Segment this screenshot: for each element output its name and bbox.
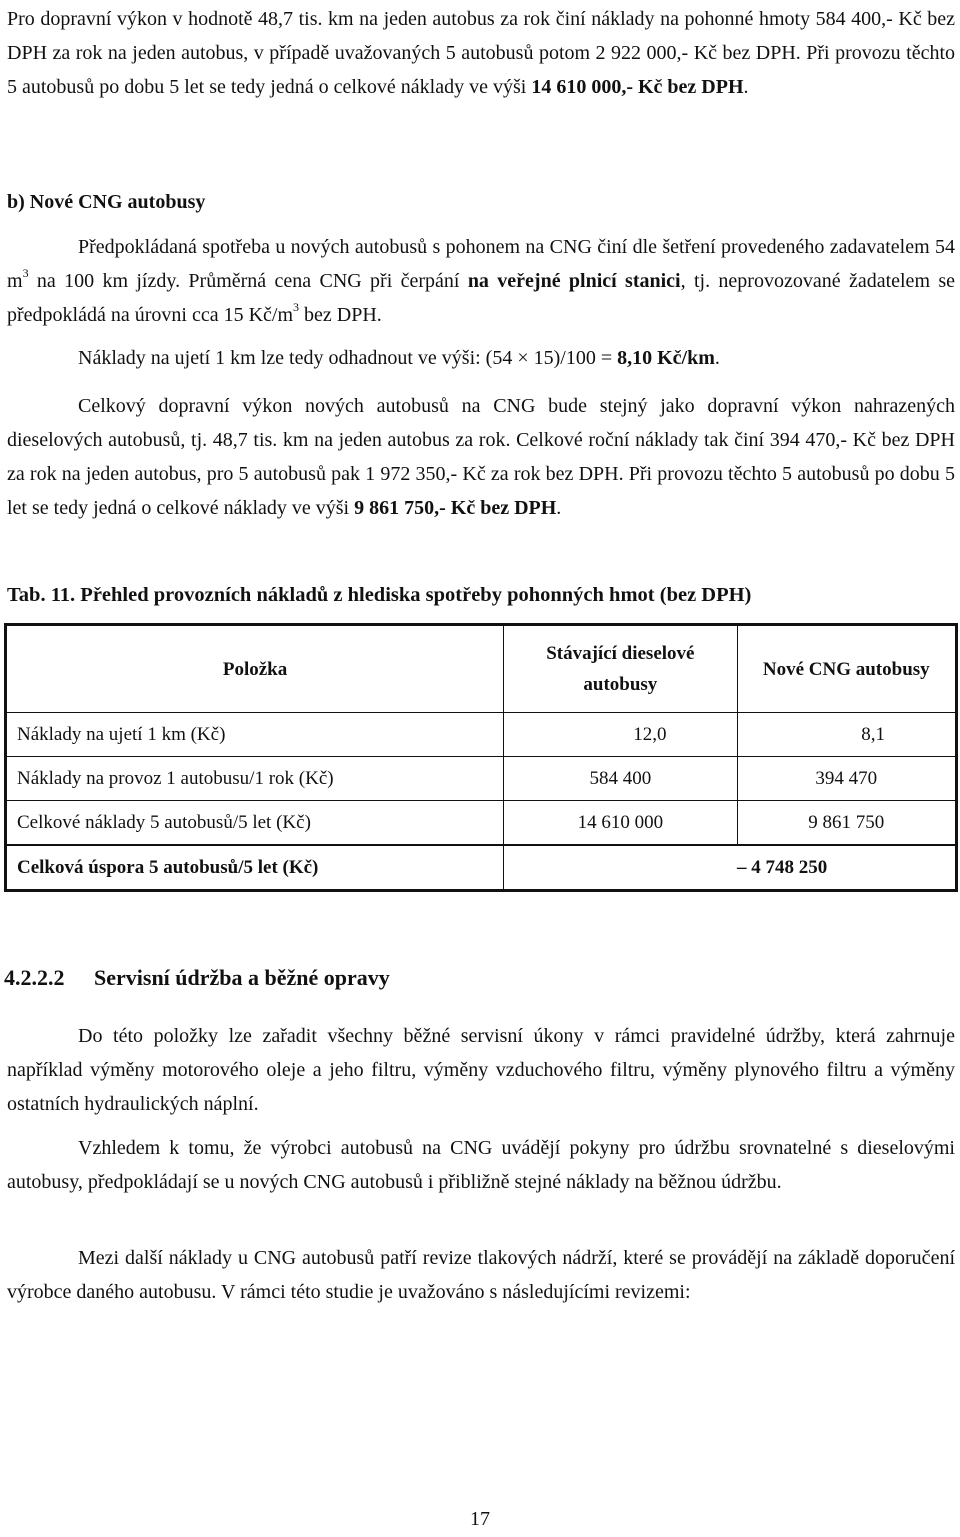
text: , tj. neprovozované žadatelem se předpokládá na úrovni cca 15 Kč/m — [7, 270, 955, 326]
total-cost-cng: 9 861 750,- Kč bez DPH — [354, 497, 557, 519]
cost-table — [4, 623, 958, 892]
row-label: Náklady na provoz 1 autobusu/1 rok (Kč) — [6, 757, 504, 801]
subheading-cng: b) Nové CNG autobusy — [7, 191, 206, 213]
header-cng: Nové CNG autobusy — [737, 625, 956, 713]
text: Náklady na ujetí 1 km lze tedy odhadnout ve výši: (54 × 15)/100 = — [78, 347, 618, 369]
table-row — [6, 713, 957, 757]
table-caption: Tab. 11. Přehled provozních nákladů z hlediska spotřeby pohonných hmot (bez DPH) — [7, 584, 752, 606]
table-row — [6, 757, 957, 801]
cng-value: 8,1 — [737, 713, 956, 757]
row-label: Náklady na ujetí 1 km (Kč) — [6, 713, 504, 757]
text: . — [743, 76, 749, 98]
paragraph-cost-per-km — [7, 341, 955, 375]
page-number: 17 — [470, 1508, 490, 1530]
text: Celkový dopravní výkon nových autobusů na CNG bude stejný jako dopravní výkon nahrazených dieselových autobusů, tj. 48,7 tis. km na jeden autobus za rok. Celkové roční náklady tak činí 394 470,- Kč bez DPH za rok na jeden autobus, pro 5 autobusů pak 1 972 350,- Kč za rok bez DPH. Při provozu těchto 5 autobusů po dobu 5 let se tedy jedná o celkové náklady ve výši — [7, 395, 955, 519]
summary-value-cell — [504, 845, 737, 891]
text: Pro dopravní výkon v hodnotě 48,7 tis. km na jeden autobus za rok činí náklady na pohonné hmoty 584 400,- Kč bez DPH za rok na jeden autobus, v případě uvažovaných 5 autobusů potom 2 922 000,- Kč bez DPH. Při provozu těchto 5 autobusů po dobu 5 let se tedy jedná o celkové náklady ve výši — [7, 8, 955, 98]
paragraph-manufacturers: Vzhledem k tomu, že výrobci autobusů na CNG uvádějí pokyny pro údržbu srovnatelné s dieselovými autobusy, předpokládají se u nových CNG autobusů i přibližně stejné náklady na běžnou údržbu. — [7, 1137, 955, 1193]
summary-value: – 4 748 250 — [737, 845, 956, 891]
text: . — [556, 497, 562, 519]
superscript: 3 — [22, 266, 29, 281]
header-item: Položka — [6, 625, 504, 713]
section-heading — [4, 961, 390, 995]
superscript: 3 — [293, 300, 300, 315]
section-number: 4.2.2.2 — [4, 965, 65, 990]
row-label: Celkové náklady 5 autobusů/5 let (Kč) — [6, 801, 504, 846]
text: bez DPH. — [299, 304, 382, 326]
paragraph-maintenance: Do této položky lze zařadit všechny běžné servisní úkony v rámci pravidelné údržby, která zahrnuje například výměny motorového oleje a jeho filtru, výměny vzduchového filtru, výměny plynového filtru a výměny ostatních hydraulických náplní. — [7, 1025, 955, 1115]
bold-text: na veřejné plnicí stanici — [467, 270, 681, 292]
section-title: Servisní údržba a běžné opravy — [94, 965, 390, 990]
paragraph-revisions: Mezi další náklady u CNG autobusů patří revize tlakových nádrží, které se provádějí na základě doporučení výrobce daného autobusu. V rámci této studie je uvažováno s následujícími revizemi: — [7, 1247, 955, 1303]
diesel-value: 14 610 000 — [504, 801, 737, 846]
paragraph-cng-total — [7, 389, 955, 525]
paragraph-diesel-costs — [7, 2, 955, 104]
summary-label: Celková úspora 5 autobusů/5 let (Kč) — [6, 845, 504, 891]
total-cost-diesel: 14 610 000,- Kč bez DPH — [531, 76, 744, 98]
diesel-value: 584 400 — [504, 757, 737, 801]
cng-value: 394 470 — [737, 757, 956, 801]
cng-value: 9 861 750 — [737, 801, 956, 846]
cost-per-km: 8,10 Kč/km — [617, 347, 715, 369]
header-diesel: Stávající dieselové autobusy — [504, 625, 737, 713]
text: Předpokládaná spotřeba u nových autobusů s pohonem na CNG činí dle šetření provedeného zadavatelem 54 m — [7, 236, 955, 292]
table-header-row — [6, 625, 957, 713]
table-row — [6, 801, 957, 846]
table-summary-row — [6, 845, 957, 891]
text: na 100 km jízdy. Průměrná cena CNG při čerpání — [28, 270, 468, 292]
diesel-value: 12,0 — [504, 713, 737, 757]
paragraph-cng-consumption — [7, 230, 955, 332]
text: . — [714, 347, 720, 369]
